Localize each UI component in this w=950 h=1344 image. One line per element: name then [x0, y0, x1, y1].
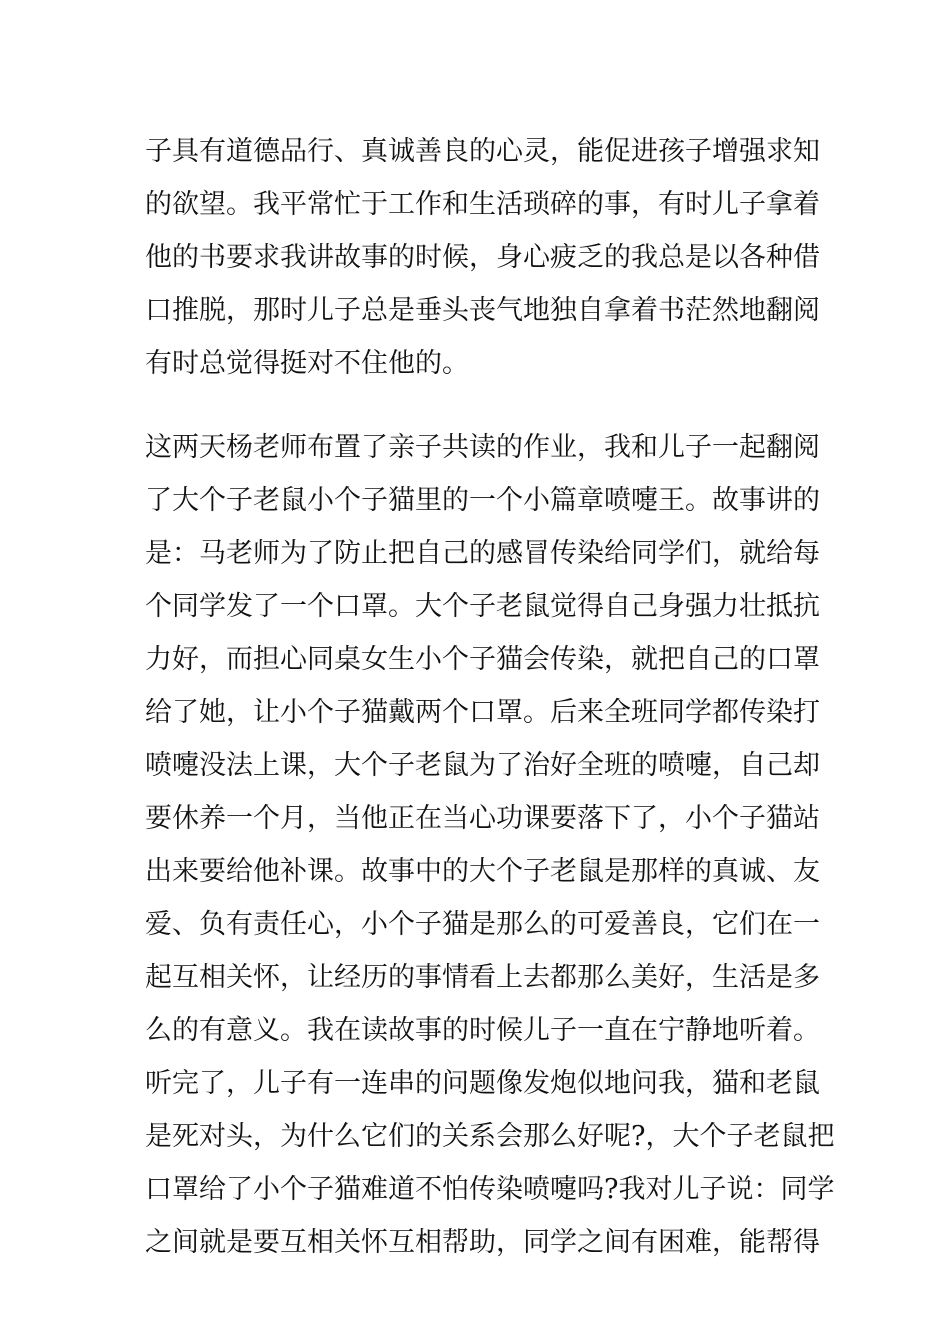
text-line: 听完了，儿子有一连串的问题像发炮似地问我，猫和老鼠: [145, 1068, 820, 1099]
text-line: 有时总觉得挺对不住他的。: [145, 348, 469, 379]
text-line: 个同学发了一个口罩。大个子老鼠觉得自己身强力壮抵抗: [145, 591, 820, 622]
text-line: 力好，而担心同桌女生小个子猫会传染，就把自己的口罩: [145, 644, 820, 675]
text-line: 了大个子老鼠小个子猫里的一个小篇章喷嚏王。故事讲的: [145, 485, 820, 516]
text-line: 起互相关怀，让经历的事情看上去都那么美好，生活是多: [145, 962, 820, 993]
text-line: 他的书要求我讲故事的时候，身心疲乏的我总是以各种借: [145, 242, 820, 273]
text-line: 给了她，让小个子猫戴两个口罩。后来全班同学都传染打: [145, 697, 820, 728]
paragraph-1: [145, 125, 820, 390]
text-line: 是死对头，为什么它们的关系会那么好呢?，大个子老鼠把: [145, 1121, 835, 1152]
text-line: 要休养一个月，当他正在当心功课要落下了，小个子猫站: [145, 803, 820, 834]
text-line: 这两天杨老师布置了亲子共读的作业，我和儿子一起翻阅: [145, 432, 820, 463]
text-line: 子具有道德品行、真诚善良的心灵，能促进孩子增强求知: [145, 136, 820, 167]
text-line: 喷嚏没法上课，大个子老鼠为了治好全班的喷嚏，自己却: [145, 750, 820, 781]
text-line: 爱、负有责任心，小个子猫是那么的可爱善良，它们在一: [145, 909, 820, 940]
text-line: 是：马老师为了防止把自己的感冒传染给同学们，就给每: [145, 538, 820, 569]
text-line: 口推脱，那时儿子总是垂头丧气地独自拿着书茫然地翻阅: [145, 295, 820, 326]
text-line: 出来要给他补课。故事中的大个子老鼠是那样的真诚、友: [145, 856, 820, 887]
text-line: 么的有意义。我在读故事的时候儿子一直在宁静地听着。: [145, 1015, 820, 1046]
text-line: 的欲望。我平常忙于工作和生活琐碎的事，有时儿子拿着: [145, 189, 820, 220]
text-line: 之间就是要互相关怀互相帮助，同学之间有困难，能帮得: [145, 1227, 820, 1258]
paragraph-2: [145, 421, 834, 1269]
text-line: 口罩给了小个子猫难道不怕传染喷嚏吗?我对儿子说：同学: [145, 1174, 835, 1205]
